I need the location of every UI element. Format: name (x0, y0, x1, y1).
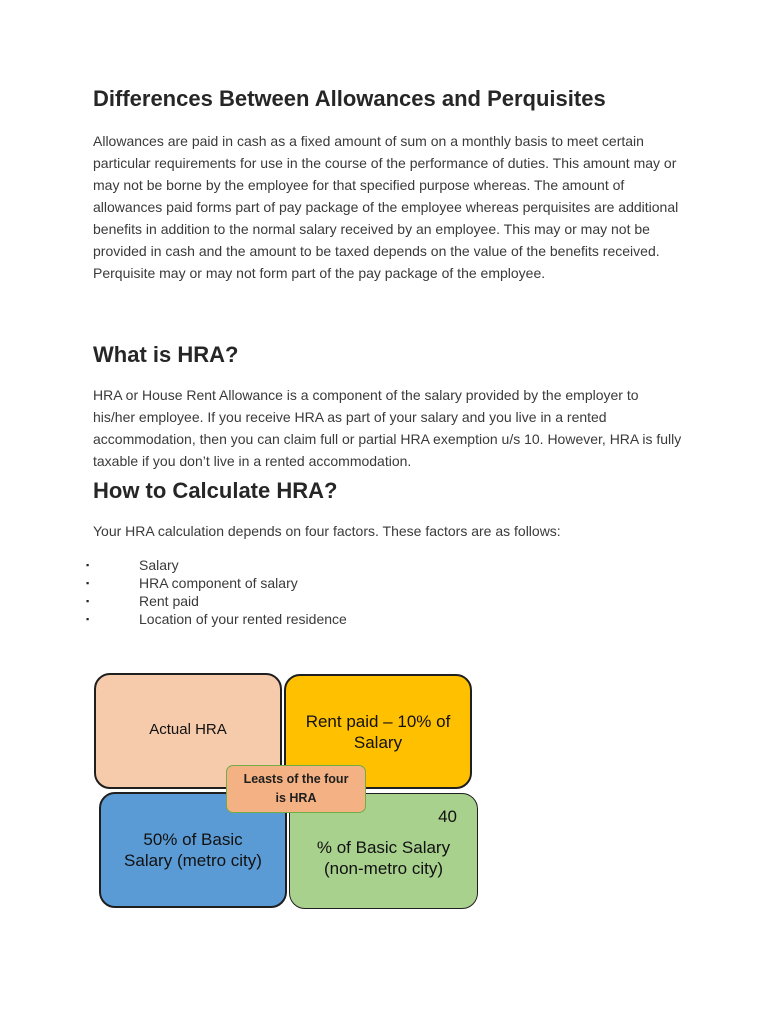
factor-label: Location of your rented residence (139, 611, 347, 627)
least-of-four-badge (226, 765, 366, 813)
factor-label: Salary (139, 557, 179, 573)
bullet-square-icon: ▪ (86, 560, 90, 570)
rent-paid-line-1: Rent paid – 10% of (305, 711, 451, 731)
basic-50-line-1: 50% of Basic (143, 830, 243, 849)
bullet-square-icon: ▪ (86, 596, 90, 606)
basic-40-label (317, 837, 450, 879)
paragraph-what-is-hra: HRA or House Rent Allowance is a component of the salary provided by the employer to his/her employee. If you receive HRA as part of your salary and you live in a rented accommodation, then you can claim full or partial HRA exemption u/s 10. However, HRA is fully taxable if you don’t live in a rented accommodation. (93, 387, 682, 469)
rent-paid-line-2: Salary (353, 732, 403, 752)
badge-line-1: Leasts of the four (243, 772, 349, 786)
factor-label: HRA component of salary (139, 575, 298, 591)
basic-40-line-2: (non-metro city) (323, 859, 443, 878)
actual-hra-label: Actual HRA (149, 720, 227, 738)
paragraph-calc-intro: Your HRA calculation depends on four factors. These factors are as follows: (93, 523, 561, 539)
factor-label: Rent paid (139, 593, 199, 609)
basic-50-label (124, 829, 262, 871)
basic-40-number: 40 (438, 807, 457, 826)
rent-paid-label (306, 711, 451, 753)
basic-50-line-2: Salary (metro city) (124, 851, 262, 870)
bullet-square-icon: ▪ (86, 578, 90, 588)
paragraph-differences: Allowances are paid in cash as a fixed amount of sum on a monthly basis to meet certain particular requirements for use in the course of the performance of duties. This amount may or may not be borne by the employee for that specified purpose whereas. The amount of allowances paid forms part of pay package of the employee whereas perquisites are additional benefits in addition to the normal salary received by an employee. This may or may not be provided in cash and the amount to be taxed depends on the value of the benefits received. Perquisite may or may not form part of the pay package of the employee. (93, 133, 679, 281)
bullet-square-icon: ▪ (86, 614, 90, 624)
heading-how-to-calculate: How to Calculate HRA? (93, 478, 338, 503)
heading-differences: Differences Between Allowances and Perquisites (93, 86, 606, 111)
basic-40-line-1: % of Basic Salary (316, 838, 451, 857)
badge-line-2: is HRA (275, 791, 317, 805)
heading-what-is-hra: What is HRA? (93, 342, 239, 367)
